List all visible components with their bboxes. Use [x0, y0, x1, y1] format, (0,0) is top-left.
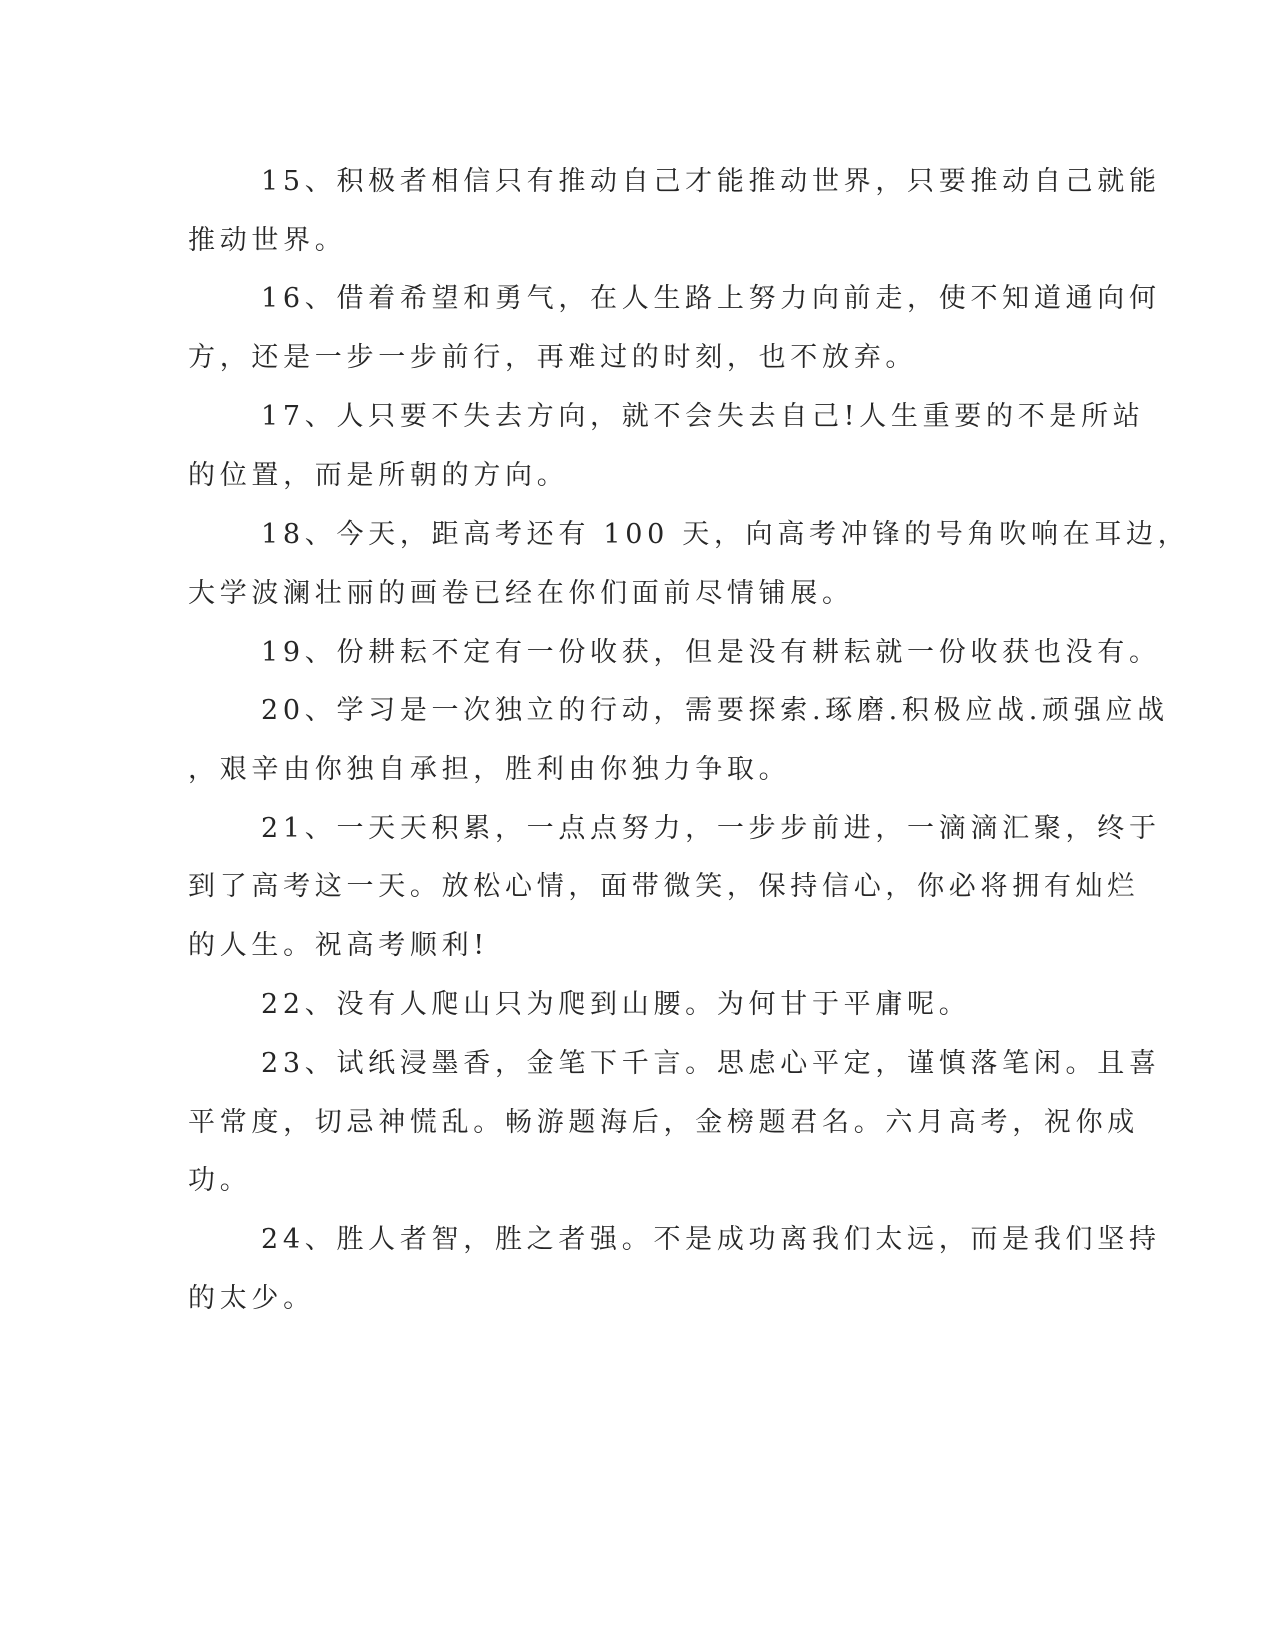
paragraph-line: 17、人只要不失去方向，就不会失去自己!人生重要的不是所站 [261, 401, 1145, 432]
paragraph-line: 的位置，而是所朝的方向。 [188, 460, 569, 491]
paragraph-line: 23、试纸浸墨香，金笔下千言。思虑心平定，谨慎落笔闲。且喜 [261, 1048, 1161, 1079]
paragraph-line: 的人生。祝高考顺利! [188, 930, 489, 961]
paragraph-line: ，艰辛由你独自承担，胜利由你独力争取。 [188, 754, 791, 785]
paragraph-line: 功。 [188, 1165, 252, 1196]
paragraph-line: 方，还是一步一步前行，再难过的时刻，也不放弃。 [188, 342, 918, 373]
paragraph-line: 平常度，切忌神慌乱。畅游题海后，金榜题君名。六月高考，祝你成 [188, 1107, 1139, 1138]
paragraph-line: 19、份耕耘不定有一份收获，但是没有耕耘就一份收获也没有。 [261, 637, 1161, 668]
paragraph-line: 22、没有人爬山只为爬到山腰。为何甘于平庸呢。 [261, 989, 971, 1020]
paragraph-line: 大学波澜壮丽的画卷已经在你们面前尽情铺展。 [188, 578, 854, 609]
paragraph-line: 21、一天天积累，一点点努力，一步步前进，一滴滴汇聚，终于 [261, 813, 1161, 844]
paragraph-line: 24、胜人者智，胜之者强。不是成功离我们太远，而是我们坚持 [261, 1224, 1161, 1255]
paragraph-line: 到了高考这一天。放松心情，面带微笑，保持信心，你必将拥有灿烂 [188, 871, 1139, 902]
paragraph-line: 推动世界。 [188, 225, 347, 256]
paragraph-line: 15、积极者相信只有推动自己才能推动世界，只要推动自己就能 [261, 166, 1161, 197]
paragraph-line: 20、学习是一次独立的行动，需要探索.琢磨.积极应战.顽强应战 [261, 695, 1169, 726]
paragraph-line: 的太少。 [188, 1283, 315, 1314]
paragraph-line: 16、借着希望和勇气，在人生路上努力向前走，使不知道通向何 [261, 283, 1161, 314]
paragraph-line: 18、今天，距高考还有 100 天，向高考冲锋的号角吹响在耳边， [261, 519, 1190, 550]
